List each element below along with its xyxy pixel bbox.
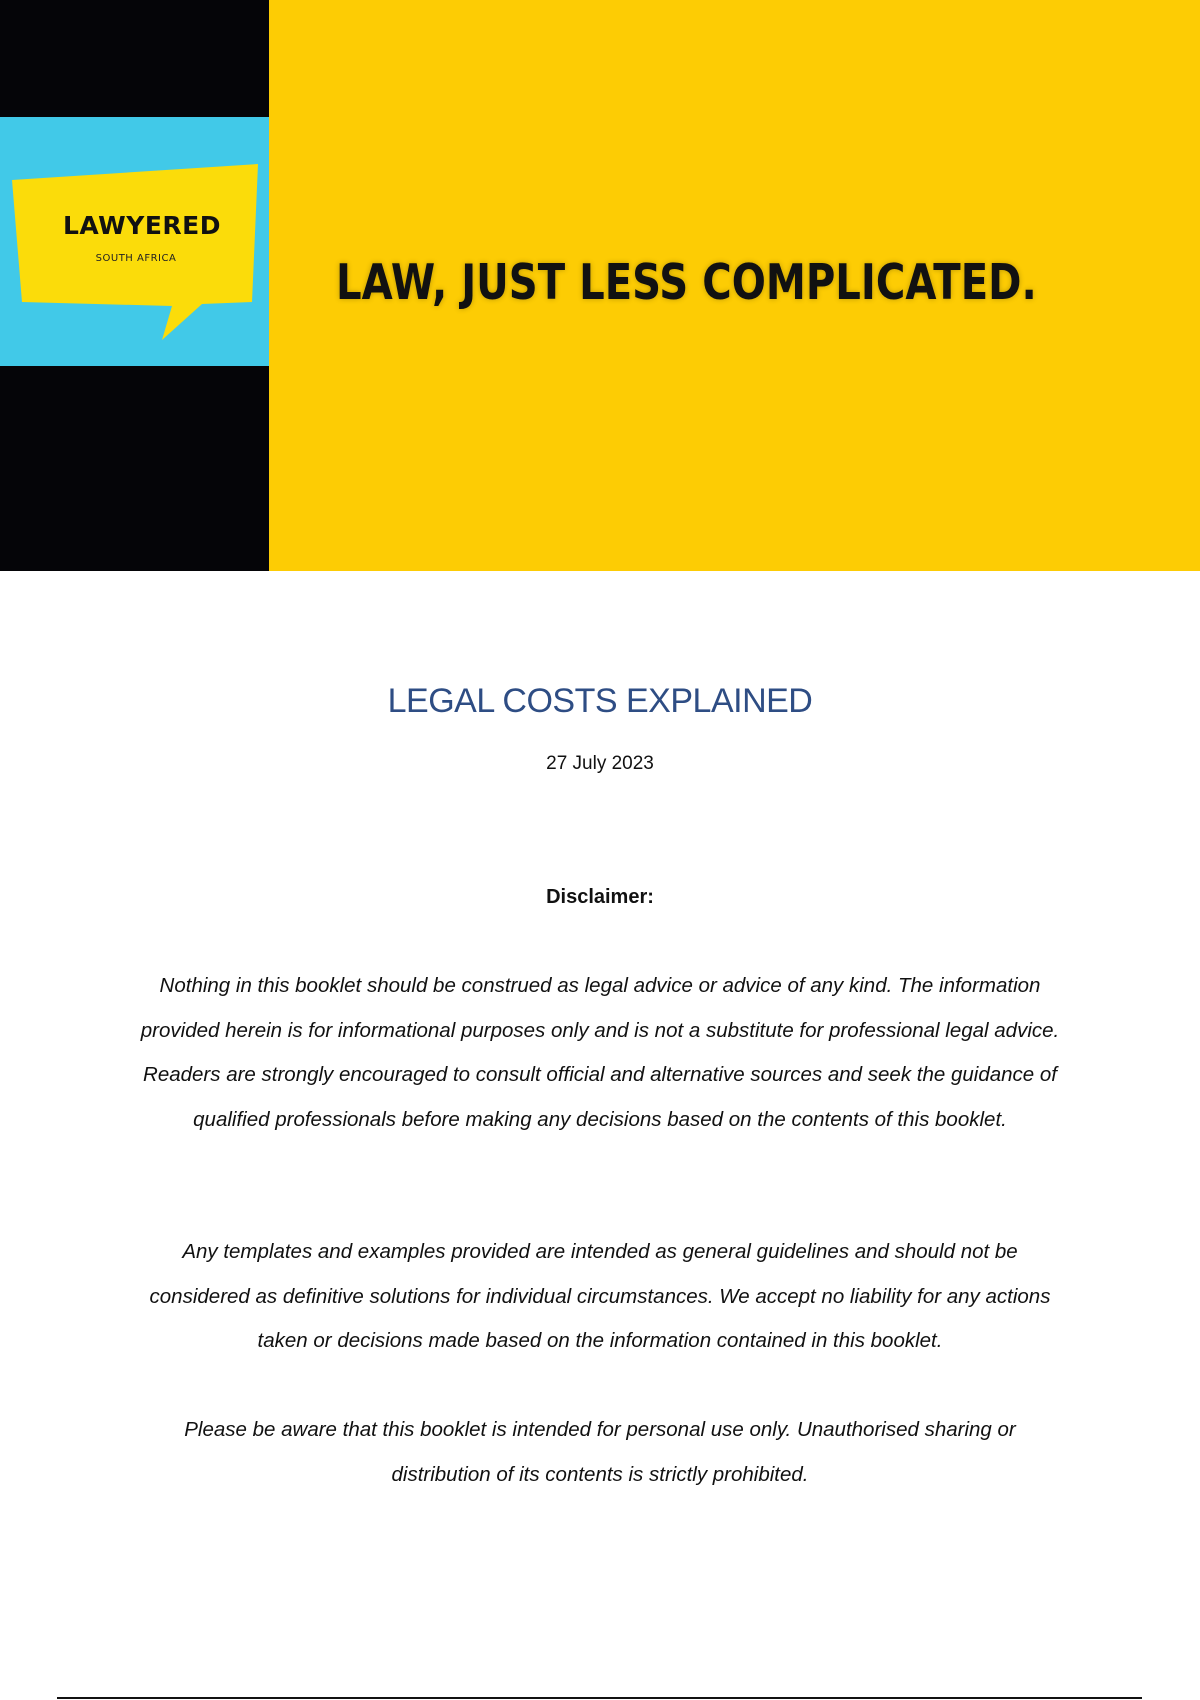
cover-banner <box>0 0 1200 571</box>
speech-bubble-icon <box>12 162 260 342</box>
footer-divider <box>57 1697 1142 1699</box>
disclaimer-paragraph: Nothing in this booklet should be construed as legal advice or advice of any kind. The information provided herein is for informational purposes only and is not a substitute for professional legal advice. Readers are strongly encouraged to consult official and alternative sources and seek the guidance of qualified professionals before making any decisions based on the contents of this booklet. <box>140 974 1060 1131</box>
document-title: LEGAL COSTS EXPLAINED <box>387 682 813 720</box>
tagline: LAW, JUST LESS COMPLICATED. <box>336 254 1037 311</box>
logo-name: LAWYERED <box>63 211 221 240</box>
document-date: 27 July 2023 <box>546 753 654 774</box>
disclaimer-heading: Disclaimer: <box>546 886 654 908</box>
logo-subtitle: SOUTH AFRICA <box>95 253 177 264</box>
disclaimer-paragraph: Any templates and examples provided are intended as general guidelines and should not be considered as definitive solutions for individual circumstances. We accept no liability for any actions taken or decisions made based on the information contained in this booklet. <box>149 1240 1051 1352</box>
disclaimer-paragraph: Please be aware that this booklet is intended for personal use only. Unauthorised sharing or distribution of its contents is strictly prohibited. <box>184 1418 1016 1486</box>
